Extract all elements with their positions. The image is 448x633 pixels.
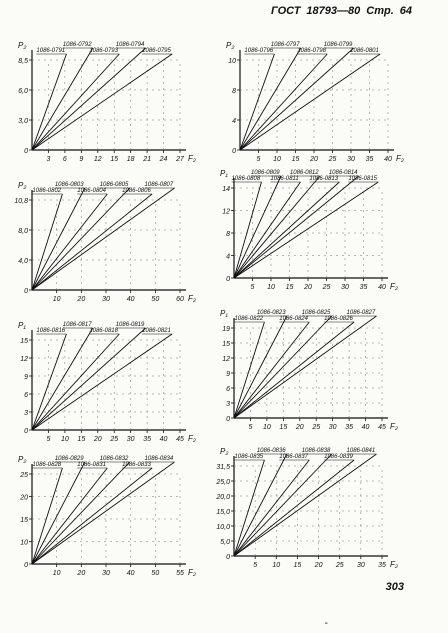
page-header — [265, 5, 412, 17]
x-tick-label: 15 — [279, 424, 288, 431]
y-axis-label: P₂ — [18, 455, 27, 464]
y-tick-label: 3 — [226, 401, 230, 408]
y-tick-label: 10 — [20, 539, 28, 547]
x-tick-label: 45 — [176, 436, 184, 443]
characteristic-line — [234, 322, 264, 418]
characteristic-line — [240, 54, 380, 150]
line-label: 1086-0794 — [115, 42, 145, 48]
line-label: 1086-0823 — [256, 310, 286, 316]
x-tick-label: 20 — [93, 436, 102, 443]
line-label: 1086-0801 — [350, 48, 379, 54]
line-label: 1086-0796 — [244, 48, 274, 54]
line-label: 1086-0827 — [346, 310, 376, 316]
x-tick-label: 21 — [143, 156, 152, 163]
characteristic-line — [32, 188, 85, 290]
x-tick-label: 5 — [256, 156, 261, 163]
y-axis-label: P₂ — [226, 41, 235, 50]
line-label: 1086-0811 — [270, 176, 299, 182]
characteristic-line — [234, 454, 377, 556]
characteristic-line — [32, 462, 175, 564]
line-label: 1086-0793 — [89, 48, 118, 54]
x-tick-label: 30 — [347, 156, 355, 163]
x-tick-label: 24 — [159, 156, 168, 163]
characteristic-line — [32, 194, 152, 290]
characteristic-line — [32, 188, 130, 290]
characteristic-line — [32, 328, 146, 430]
x-tick-label: 35 — [143, 436, 152, 443]
line-label: 1086-0813 — [309, 176, 339, 182]
line-label: 1086-0797 — [270, 42, 300, 48]
x-tick-label: 10 — [272, 562, 281, 569]
characteristic-line — [240, 48, 301, 150]
characteristic-line — [234, 316, 332, 418]
x-tick-label: 40 — [361, 424, 370, 431]
x-tick-label: 20 — [295, 424, 304, 431]
line-label: 1086-0809 — [250, 170, 280, 176]
y-tick-label: 15 — [222, 341, 230, 348]
line-label: 1086-0836 — [256, 448, 286, 454]
line-label: 1086-0824 — [279, 316, 308, 322]
x-tick-label: 40 — [378, 284, 386, 291]
characteristic-line — [32, 48, 93, 150]
x-tick-label: 45 — [378, 424, 386, 431]
x-tick-label: 10 — [52, 570, 61, 577]
characteristic-line — [32, 462, 130, 564]
y-tick-label: 9 — [24, 374, 28, 381]
x-tick-label: 15 — [291, 156, 300, 163]
y-tick-label: 6 — [226, 386, 230, 393]
line-label: 1086-0804 — [77, 188, 106, 194]
x-axis-label: F₂ — [188, 568, 196, 577]
x-tick-label: 30 — [341, 284, 349, 291]
y-tick-label: 20,0 — [216, 494, 230, 501]
line-label: 1086-0815 — [348, 176, 378, 182]
x-tick-label: 30 — [102, 570, 110, 577]
line-label: 1086-0812 — [289, 170, 319, 176]
y-tick-label: 0 — [24, 148, 28, 155]
x-tick-label: 27 — [176, 156, 184, 163]
header-page: 64 — [399, 5, 412, 17]
header-standard: ГОСТ — [271, 5, 301, 17]
x-tick-label: 10 — [273, 156, 281, 163]
line-label: 1086-0819 — [115, 322, 145, 328]
page-number: 303 — [385, 581, 404, 593]
characteristic-line — [234, 454, 332, 556]
chart-4 — [212, 166, 412, 306]
y-tick-label: 0 — [232, 148, 236, 155]
characteristic-line — [32, 334, 119, 430]
characteristic-line — [32, 328, 93, 430]
x-tick-label: 20 — [304, 284, 312, 291]
line-label: 1086-0798 — [297, 48, 326, 54]
x-tick-label: 25 — [110, 436, 119, 443]
x-tick-label: 50 — [151, 296, 160, 303]
characteristic-line — [234, 460, 264, 556]
x-tick-label: 3 — [46, 156, 51, 163]
characteristic-line — [234, 322, 354, 418]
chart-5 — [10, 318, 210, 458]
characteristic-line — [32, 48, 146, 150]
line-label: 1086-0828 — [32, 462, 62, 468]
y-tick-label: 5,0 — [220, 539, 230, 546]
y-tick-label: 31,5 — [216, 464, 230, 471]
x-tick-label: 25 — [328, 156, 337, 163]
characteristic-line — [234, 176, 320, 278]
line-label: 1086-0818 — [89, 328, 118, 334]
y-tick-label: 6,0 — [18, 88, 28, 95]
line-label: 1086-0833 — [122, 462, 151, 468]
x-tick-label: 9 — [79, 156, 84, 163]
characteristic-line — [240, 54, 274, 150]
x-tick-label: 15 — [293, 562, 302, 569]
x-axis-label: F₂ — [390, 560, 398, 569]
characteristic-line — [32, 468, 107, 564]
line-label: 1086-0791 — [36, 48, 66, 54]
characteristic-line — [32, 54, 66, 150]
y-tick-label: 15 — [20, 517, 28, 524]
characteristic-line — [32, 54, 119, 150]
line-label: 1086-0792 — [62, 42, 92, 48]
page-mark: - — [324, 618, 328, 629]
x-tick-label: 5 — [253, 562, 258, 569]
line-label: 1086-0835 — [234, 454, 264, 460]
x-tick-label: 60 — [176, 296, 184, 303]
characteristic-line — [234, 322, 309, 418]
y-tick-label: 4 — [232, 118, 236, 125]
line-label: 1086-0817 — [62, 322, 92, 328]
x-tick-label: 15 — [285, 284, 294, 291]
x-tick-label: 35 — [345, 424, 354, 431]
chart-6 — [212, 306, 412, 446]
y-tick-label: 10 — [228, 58, 236, 65]
line-label: 1086-0831 — [77, 462, 106, 468]
y-tick-label: 8,5 — [18, 58, 28, 65]
x-tick-label: 20 — [310, 156, 318, 163]
line-label: 1086-0834 — [144, 456, 174, 462]
y-tick-label: 25,0 — [216, 479, 230, 486]
x-tick-label: 40 — [384, 156, 392, 163]
y-tick-label: 4,0 — [18, 258, 28, 265]
y-tick-label: 0 — [226, 276, 230, 283]
x-tick-label: 10 — [52, 296, 61, 303]
x-tick-label: 40 — [126, 570, 135, 577]
y-tick-label: 6 — [24, 392, 28, 399]
characteristic-line — [32, 468, 62, 564]
line-label: 1086-0814 — [328, 170, 358, 176]
characteristic-line — [234, 182, 339, 278]
y-tick-label: 3,0 — [18, 118, 28, 125]
x-tick-label: 5 — [46, 436, 51, 443]
y-axis-label: P₁ — [18, 321, 26, 330]
x-tick-label: 6 — [62, 156, 67, 163]
chart-3 — [10, 178, 210, 318]
line-label: 1086-0803 — [54, 182, 84, 188]
line-label: 1086-0808 — [231, 176, 261, 182]
x-tick-label: 30 — [328, 424, 337, 431]
chart-8 — [212, 444, 412, 584]
y-tick-label: 8 — [232, 88, 236, 95]
x-tick-label: 35 — [378, 562, 386, 569]
characteristic-line — [32, 194, 62, 290]
characteristic-line — [234, 460, 354, 556]
x-axis-label: F₂ — [390, 282, 398, 291]
y-tick-label: 10,0 — [216, 524, 230, 531]
x-tick-label: 40 — [159, 436, 168, 443]
line-label: 1086-0841 — [346, 448, 376, 454]
line-label: 1086-0839 — [324, 454, 353, 460]
x-tick-label: 25 — [312, 424, 321, 431]
y-tick-label: 0 — [24, 428, 28, 435]
line-label: 1086-0832 — [99, 456, 129, 462]
line-label: 1086-0805 — [99, 182, 129, 188]
x-tick-label: 25 — [322, 284, 331, 291]
characteristic-line — [32, 462, 85, 564]
characteristic-line — [240, 48, 354, 150]
x-tick-label: 30 — [356, 562, 365, 569]
line-label: 1086-0826 — [324, 316, 353, 322]
x-axis-label: F₂ — [188, 154, 196, 163]
x-tick-label: 10 — [267, 284, 275, 291]
y-axis-label: P₂ — [220, 447, 229, 456]
y-tick-label: 0 — [226, 416, 230, 423]
x-tick-label: 18 — [126, 156, 135, 163]
y-axis-label: P₂ — [18, 181, 27, 190]
y-tick-label: 10,8 — [14, 198, 28, 205]
y-tick-label: 19 — [222, 326, 230, 333]
y-tick-label: 0 — [24, 288, 28, 295]
characteristic-line — [32, 468, 152, 564]
header-page-label: Стр. — [366, 5, 394, 17]
characteristic-line — [234, 182, 300, 278]
x-tick-label: 50 — [151, 570, 160, 577]
x-tick-label: 10 — [262, 424, 271, 431]
x-axis-label: F₂ — [396, 154, 404, 163]
x-tick-label: 15 — [110, 156, 119, 163]
y-tick-label: 8,0 — [18, 228, 28, 235]
chart-7 — [10, 452, 210, 592]
x-tick-label: 30 — [126, 436, 135, 443]
line-label: 1086-0807 — [144, 182, 174, 188]
y-tick-label: 15 — [20, 338, 28, 345]
chart-1 — [10, 38, 210, 178]
line-label: 1086-0829 — [54, 456, 84, 462]
characteristic-line — [32, 334, 66, 430]
y-tick-label: 20 — [20, 494, 28, 502]
line-label: 1086-0802 — [32, 188, 62, 194]
characteristic-line — [234, 182, 261, 278]
x-tick-label: 20 — [77, 570, 86, 577]
y-tick-label: 9 — [226, 371, 230, 378]
characteristic-line — [32, 334, 172, 430]
x-tick-label: 5 — [248, 424, 253, 431]
x-axis-label: F₂ — [188, 434, 196, 443]
y-tick-label: 15,0 — [216, 509, 230, 516]
y-tick-label: 12 — [20, 356, 28, 363]
line-label: 1086-0799 — [323, 42, 353, 48]
y-axis-label: P₁ — [220, 169, 228, 178]
line-label: 1086-0837 — [279, 454, 308, 460]
y-tick-label: 4 — [226, 253, 230, 261]
y-tick-label: 25 — [20, 472, 28, 479]
line-label: 1086-0838 — [301, 448, 331, 454]
x-axis-label: F₂ — [390, 422, 398, 431]
header-number: 18793—80 — [306, 5, 361, 17]
y-tick-label: 14 — [222, 186, 230, 193]
y-tick-label: 0 — [226, 554, 230, 561]
x-tick-label: 5 — [250, 284, 255, 291]
x-tick-label: 15 — [77, 436, 86, 443]
characteristic-line — [234, 316, 377, 418]
characteristic-line — [234, 454, 287, 556]
characteristic-line — [234, 316, 287, 418]
characteristic-line — [32, 188, 175, 290]
line-label: 1086-0825 — [301, 310, 331, 316]
y-tick-label: 12 — [222, 356, 230, 363]
line-label: 1086-0795 — [142, 48, 171, 54]
characteristic-line — [234, 460, 309, 556]
x-tick-label: 40 — [126, 296, 135, 303]
characteristic-line — [32, 54, 172, 150]
characteristic-line — [234, 176, 359, 278]
characteristic-line — [32, 194, 107, 290]
x-axis-label: F₂ — [188, 294, 196, 303]
y-tick-label: 8 — [226, 231, 230, 238]
x-tick-label: 35 — [365, 156, 374, 163]
line-label: 1086-0822 — [234, 316, 264, 322]
chart-2 — [218, 38, 418, 178]
x-tick-label: 55 — [176, 570, 184, 577]
line-label: 1086-0821 — [142, 328, 171, 334]
y-tick-label: 12 — [222, 208, 230, 216]
x-tick-label: 10 — [60, 436, 69, 443]
x-tick-label: 35 — [359, 284, 368, 291]
x-tick-label: 25 — [335, 562, 344, 569]
x-tick-label: 20 — [77, 296, 86, 303]
y-tick-label: 3 — [24, 410, 28, 417]
y-axis-label: P₁ — [220, 309, 228, 318]
line-label: 1086-0816 — [36, 328, 66, 334]
y-tick-label: 0 — [24, 562, 28, 569]
y-axis-label: P₂ — [18, 41, 27, 50]
x-tick-label: 12 — [93, 156, 102, 163]
x-tick-label: 20 — [314, 562, 323, 569]
x-tick-label: 30 — [102, 296, 110, 303]
line-label: 1086-0806 — [122, 188, 151, 194]
